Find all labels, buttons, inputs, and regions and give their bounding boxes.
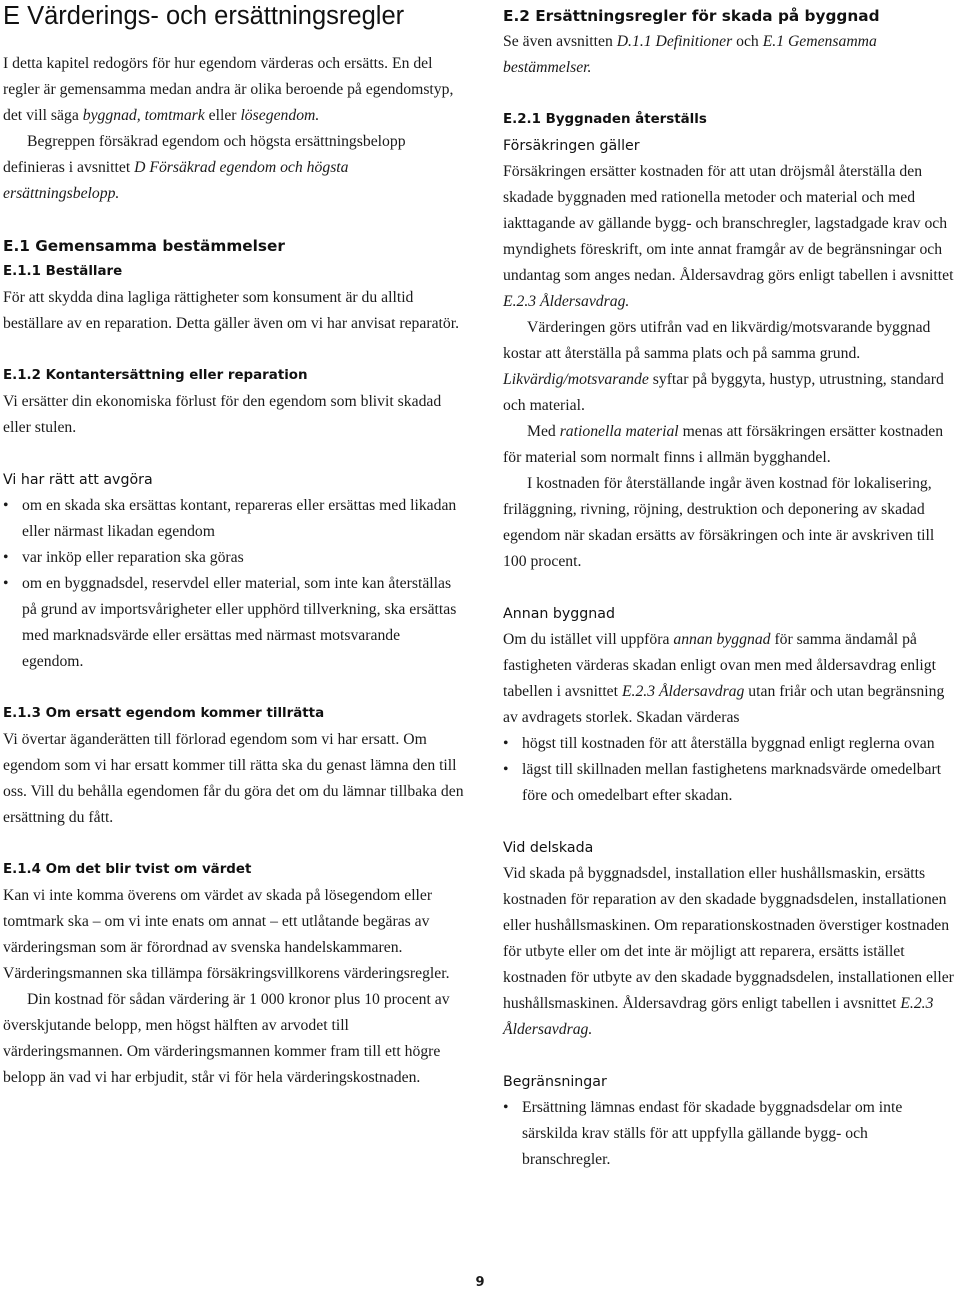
definitions-paragraph: Begreppen försäkrad egendom och högsta ersättningsbelopp definieras i avsnittet D Försäkrad egendom och högsta ersättningsbelopp.: [3, 133, 406, 202]
left-column: [3, 0, 465, 1091]
e12-paragraph: Vi ersätter din ekonomiska förlust för den egendom som blivit skadad eller stulen.: [3, 393, 442, 436]
right-column: [503, 0, 959, 1173]
section-heading-e2: E.2 Ersättningsregler för skada på byggnad: [503, 7, 880, 25]
list-item: • om en byggnadsdel, reservdel eller material, som inte kan återställas på grund av importsvårigheter eller upphörd tillverkning, ska ersättas med marknadsvärde eller ersättas med närmast motsvarande egendom.: [3, 575, 457, 670]
delskada-subheading: Vid delskada: [503, 840, 594, 856]
e2-reference: Se även avsnitten D.1.1 Definitioner och E.1 Gemensamma bestämmelser.: [503, 33, 877, 76]
intro-paragraph: I detta kapitel redogörs för hur egendom värderas och ersätts. En del regler är gemensamma medan andra är olika beroende på egendomstyp, det vill säga byggnad, tomtmark eller lösegendom.: [3, 55, 454, 124]
e21-paragraph-1: Försäkringen ersätter kostnaden för att utan dröjsmål återställa den skadade byggnaden med rationella metoder och material och med iakttagande av gällande bygg- och branschregler, lagstadgade krav och myndighets föreskrift, om inte annat framgår av de begränsningar och undantag som anges nedan. Åldersavdrag görs enligt tabellen i avsnittet E.2.3 Åldersavdrag.: [503, 163, 954, 310]
e21-paragraph-3: Med rationella material menas att försäkringen ersätter kostnaden för material som normalt finns i allmän bygghandel.: [503, 423, 944, 466]
list-item: • Ersättning lämnas endast för skadade byggnadsdelar om inte särskilda krav ställs för att uppfylla gällande bygg- och branschregler.: [503, 1099, 903, 1168]
e21-subheading: Försäkringen gäller: [503, 138, 640, 154]
delskada-paragraph: Vid skada på byggnadsdel, installation eller hushållsmaskin, ersätts kostnaden för reparation av den skadade byggnadsdelen, installationen eller hushållsmaskinen. Om reparationskostnaden överstiger kostnaden för utbyte eller om det inte är möjligt att reparera, ersätts istället kostnaden för utbyte av den skadade byggnadsdelen, installationen eller hushållsmaskinen. Åldersavdrag görs enligt tabellen i avsnittet E.2.3 Åldersavdrag.: [503, 865, 954, 1038]
list-item: • om en skada ska ersättas kontant, repareras eller ersättas med likadan eller närmast likadan egendom: [3, 497, 457, 540]
section-heading-e14: E.1.4 Om det blir tvist om värdet: [3, 862, 252, 877]
decide-subheading: Vi har rätt att avgöra: [3, 472, 153, 488]
e11-paragraph: För att skydda dina lagliga rättigheter som konsument är du alltid beställare av en reparation. Detta gäller även om vi har anvisat reparatör.: [3, 289, 460, 332]
section-heading-e12: E.1.2 Kontantersättning eller reparation: [3, 368, 308, 383]
section-heading-e11: E.1.1 Beställare: [3, 264, 123, 279]
decide-bullet-list: [3, 493, 465, 675]
e13-paragraph: Vi övertar äganderätten till förlorad egendom som vi har ersatt. Om egendom som vi har ersatt kommer till rätta ska du genast lämna den till oss. Vill du behålla egendomen får du göra det om du lämnar tillbaka den ersättning du fått.: [3, 731, 464, 826]
section-heading-e13: E.1.3 Om ersatt egendom kommer tillrätta: [3, 706, 325, 721]
section-heading-e1: E.1 Gemensamma bestämmelser: [3, 237, 285, 255]
annan-subheading: Annan byggnad: [503, 606, 615, 622]
list-item: • lägst till skillnaden mellan fastighetens marknadsvärde omedelbart före och omedelbart efter skadan.: [503, 761, 942, 804]
list-item: • var inköp eller reparation ska göras: [3, 549, 244, 566]
chapter-title: E Värderings- och ersättningsregler: [3, 2, 405, 30]
annan-bullet-list: [503, 731, 959, 809]
e21-paragraph-4: I kostnaden för återställande ingår även kostnad för lokalisering, friläggning, rivning, röjning, destruktion och deponering av skadad egendom när skadan ersätts av försäkringen och inte är avskriven till 100 procent.: [503, 475, 935, 570]
annan-paragraph: Om du istället vill uppföra annan byggnad för samma ändamål på fastigheten värderas skadan enligt ovan men med åldersavdrag enligt tabellen i avsnittet E.2.3 Åldersavdrag utan friår och utan begränsning av avdragets storlek. Skadan värderas: [503, 631, 945, 726]
e14-paragraph-1: Kan vi inte komma överens om värdet av skada på lösegendom eller tomtmark ska – om vi inte enats om annat – ett utlåtande begäras av värderingsman som är förordnad av svenska handelskammaren. Värderingsmannen ska tillämpa försäkringsvillkorens värderingsregler.: [3, 887, 450, 982]
section-heading-e21: E.2.1 Byggnaden återställs: [503, 112, 707, 127]
begransningar-bullet-list: [503, 1095, 959, 1173]
e14-paragraph-2: Din kostnad för sådan värdering är 1 000 kronor plus 10 procent av överskjutande belopp, men högst hälften av arvodet till värderingsmannen. Om värderingsmannen kommer fram till ett högre belopp än vad vi har erbjudit, står vi för hela värderingskostnaden.: [3, 991, 450, 1086]
page-number: 9: [475, 1275, 485, 1290]
list-item: • högst till kostnaden för att återställa byggnad enligt reglerna ovan: [503, 735, 935, 752]
e21-paragraph-2: Värderingen görs utifrån vad en likvärdig/motsvarande byggnad kostar att återställa på samma plats och på samma grund. Likvärdig/motsvarande syftar på byggyta, hustyp, utrustning, standard och material.: [503, 319, 944, 414]
begransningar-subheading: Begränsningar: [503, 1074, 607, 1090]
